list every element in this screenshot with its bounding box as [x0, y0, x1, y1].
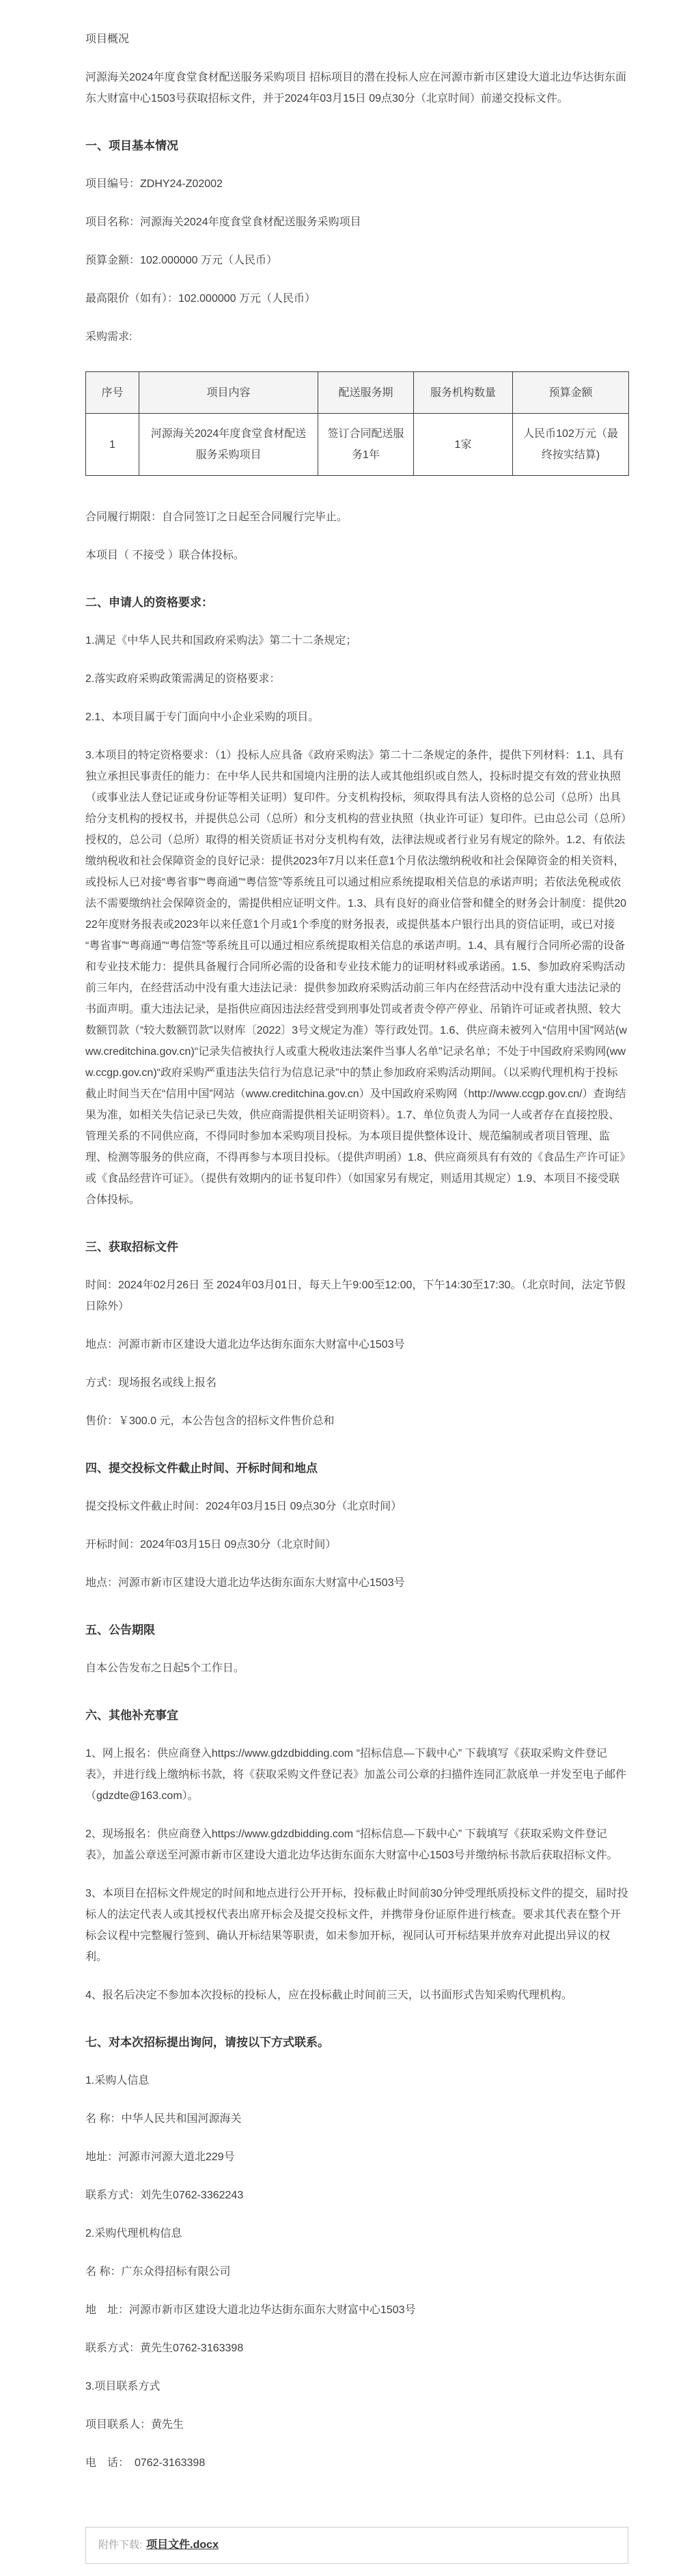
obtain-place-line: 地点：河源市新市区建设大道北边华达街东面东大财富中心1503号 [85, 1339, 405, 1350]
overview-title: 项目概况 [85, 33, 130, 45]
purchaser-contact-line: 联系方式：刘先生0762-3362243 [85, 2190, 244, 2201]
project-phone-line: 电 话： 0762-3163398 [85, 2457, 206, 2469]
opening-time-line: 开标时间：2024年03月15日 09点30分（北京时间） [85, 1539, 337, 1551]
purchaser-info-label: 1.采购人信息 [85, 2075, 150, 2086]
attachment-label: 附件下载: [98, 2539, 143, 2551]
submit-deadline-line: 提交投标文件截止时间：2024年03月15日 09点30分（北京时间） [85, 1501, 402, 1512]
agency-address-line: 地 址：河源市新市区建设大道北边华达街东面东大财富中心1503号 [85, 2304, 416, 2316]
supplementary-item: 4、报名后决定不参加本次投标的投标人，应在投标截止时间前三天，以书面形式告知采购代理机构。 [85, 1990, 572, 2001]
col-header-period: 配送服务期 [318, 372, 414, 414]
agency-contact-line: 联系方式：黄先生0762-3163398 [85, 2343, 244, 2354]
section-contact-heading: 七、对本次招标提出询问，请按以下方式联系。 [85, 2036, 329, 2049]
contract-term-line: 合同履行期限：自合同签订之日起至合同履行完毕止。 [85, 511, 348, 523]
col-header-seq: 序号 [86, 372, 139, 414]
cell-item: 河源海关2024年度食堂食材配送服务采购项目 [139, 414, 318, 476]
project-name-line: 项目名称：河源海关2024年度食堂食材配送服务采购项目 [85, 216, 361, 228]
section-obtain-docs-heading: 三、获取招标文件 [85, 1241, 178, 1254]
max-price-line: 最高限价（如有）：102.000000 万元（人民币） [85, 293, 316, 305]
section-deadline-heading: 四、提交投标文件截止时间、开标时间和地点 [85, 1462, 318, 1475]
supplementary-item: 1、网上报名：供应商登入https://www.gdzdbidding.com “招标信息—下载中心” 下载填写《获取采购文件登记表》，并进行线上缴纳标书款，将《获取采购文件登记表》加盖公司公章的扫描件连同汇款底单一并发至电子邮件（gdzdte@163.com）。 [85, 1748, 627, 1802]
qualification-item: 2.1、本项目属于专门面向中小企业采购的项目。 [85, 711, 320, 723]
section-qualification-heading: 二、申请人的资格要求： [85, 596, 213, 609]
section-supplementary-heading: 六、其他补充事宜 [85, 1709, 178, 1722]
supplementary-item: 2、现场报名：供应商登入https://www.gdzdbidding.com “招标信息—下载中心” 下载填写《获取采购文件登记表》，加盖公章送至河源市新市区建设大道北边华达街东面东大财富中心1503号并缴纳标书款后获取招标文件。 [85, 1828, 618, 1861]
col-header-budget: 预算金额 [513, 372, 629, 414]
section-announcement-period-heading: 五、公告期限 [85, 1624, 155, 1637]
joint-bid-line: 本项目（ 不接受 ）联合体投标。 [85, 550, 245, 561]
obtain-time-line: 时间：2024年02月26日 至 2024年03月01日，每天上午9:00至12:00，下午14:30至17:30。（北京时间，法定节假日除外） [85, 1279, 626, 1312]
table-row [86, 414, 629, 476]
qualification-item: 2.落实政府采购政策需满足的资格要求： [85, 673, 281, 685]
procurement-demand-table [85, 371, 629, 476]
purchaser-address-line: 地址：河源市河源大道北229号 [85, 2151, 235, 2163]
table-header-row [86, 372, 629, 414]
budget-amount-line: 预算金额：102.000000 万元（人民币） [85, 255, 277, 266]
qualification-item: 3.本项目的特定资格要求：（1）投标人应具备《政府采购法》第二十二条规定的条件，提供下列材料：1.1、具有独立承担民事责任的能力：在中华人民共和国境内注册的法人或其他组织或自然人，投标时提交有效的营业执照（或事业法人登记证或身份证等相关证明）复印件。分支机构投标，须取得具有法人资格的总公司（总所）出具给分支机构的授权书，并提供总公司（总所）和分支机构的营业执照（执业许可证）复印件。已由总公司（总所）授权的，总公司（总所）取得的相关资质证书对分支机构有效，法律法规或者行业另有规定的除外。1.2、有依法缴纳税收和社会保障资金的良好记录：提供2023年7月以来任意1个月依法缴纳税收和社会保障资金的相关资料，或投标人已对接“粤省事”“粤商通”“粤信签”等系统且可以通过相应系统提取相关信息的承诺声明；若依法免税或依法不需要缴纳社会保障资金的，需提供相应证明文件。1.3、具有良好的商业信誉和健全的财务会计制度：提供2022年度财务报表或2023年以来任意1个月或1个季度的财务报表，或提供基本户银行出具的资信证明，或已对接“粤省事”“粤商通”“粤信签”等系统且可以通过相应系统提取相关信息的承诺声明。1.4、具有履行合同所必需的设备和专业技术能力：提供具备履行合同所必需的设备和专业技术能力的证明材料或承诺函。1.5、参加政府采购活动前三年内，在经营活动中没有重大违法记录：提供参加政府采购活动前三年内在经营活动中没有重大违法记录的书面声明。重大违法记录，是指供应商因违法经营受到刑事处罚或者责令停产停业、吊销许可证或者执照、较大数额罚款（“较大数额罚款”以财库〔2022〕3号文规定为准）等行政处罚。1.6、供应商未被列入“信用中国”网站(www.creditchina.gov.cn)“记录失信被执行人或重大税收违法案件当事人名单”记录名单；不处于中国政府采购网(www.ccgp.gov.cn)“政府采购严重违法失信行为信息记录”中的禁止参加政府采购活动期间。（以采购代理机构于投标截止时间当天在“信用中国”网站（www.creditchina.gov.cn）及中国政府采购网（http://www.ccgp.gov.cn/）查询结果为准，如相关失信记录已失效，供应商需提供相关证明资料）。1.7、单位负责人为同一人或者存在直接控股、管理关系的不同供应商，不得同时参加本采购项目投标。为本项目提供整体设计、规范编制或者项目管理、监理、检测等服务的供应商，不得再参与本项目投标。（提供声明函）1.8、供应商须具有有效的《食品生产许可证》或《食品经营许可证》。（提供有效期内的证书复印件）（如国家另有规定，则适用其规定）1.9、本项目不接受联合体投标。 [85, 750, 627, 1206]
purchaser-name-line: 名 称：中华人民共和国河源海关 [85, 2113, 242, 2125]
supplementary-item: 3、本项目在招标文件规定的时间和地点进行公开开标，投标截止时间前30分钟受理纸质投标文件的提交，届时投标人的法定代表人或其授权代表出席开标会及提交投标文件，并携带身份证原件进行核查。要求其代表在整个开标会议程中完整履行签到、确认开标结果等职责，如未参加开标，视同认可开标结果并放弃对此提出异议的权利。 [85, 1888, 628, 1963]
attachment-download-link[interactable]: 项目文件.docx [146, 2539, 219, 2551]
cell-budget: 人民币102万元（最终按实结算) [513, 414, 629, 476]
cell-seq: 1 [86, 414, 139, 476]
section-basic-info-heading: 一、项目基本情况 [85, 139, 178, 152]
project-number-line: 项目编号：ZDHY24-Z02002 [85, 178, 223, 190]
col-header-item: 项目内容 [139, 372, 318, 414]
obtain-method-line: 方式：现场报名或线上报名 [85, 1377, 217, 1389]
attachment-box [85, 2527, 628, 2564]
tender-announcement-document [85, 0, 628, 2576]
opening-place-line: 地点：河源市新市区建设大道北边华达街东面东大财富中心1503号 [85, 1577, 405, 1589]
qualification-item: 1.满足《中华人民共和国政府采购法》第二十二条规定； [85, 635, 357, 647]
agency-info-label: 2.采购代理机构信息 [85, 2228, 182, 2239]
cell-period: 签订合同配送服务1年 [318, 414, 414, 476]
announcement-period-line: 自本公告发布之日起5个工作日。 [85, 1662, 245, 1674]
project-contact-person-line: 项目联系人：黄先生 [85, 2419, 184, 2431]
agency-name-line: 名 称：广东众得招标有限公司 [85, 2266, 231, 2278]
col-header-count: 服务机构数量 [414, 372, 513, 414]
cell-count: 1家 [414, 414, 513, 476]
project-contact-label: 3.项目联系方式 [85, 2381, 161, 2392]
overview-text: 河源海关2024年度食堂食材配送服务采购项目 招标项目的潜在投标人应在河源市新市区建设大道北边华达街东面东大财富中心1503号获取招标文件，并于2024年03月15日 09点30分（北京时间）前递交投标文件。 [85, 72, 627, 104]
procurement-demand-label: 采购需求: [85, 331, 133, 343]
obtain-price-line: 售价：￥300.0 元，本公告包含的招标文件售价总和 [85, 1415, 335, 1427]
